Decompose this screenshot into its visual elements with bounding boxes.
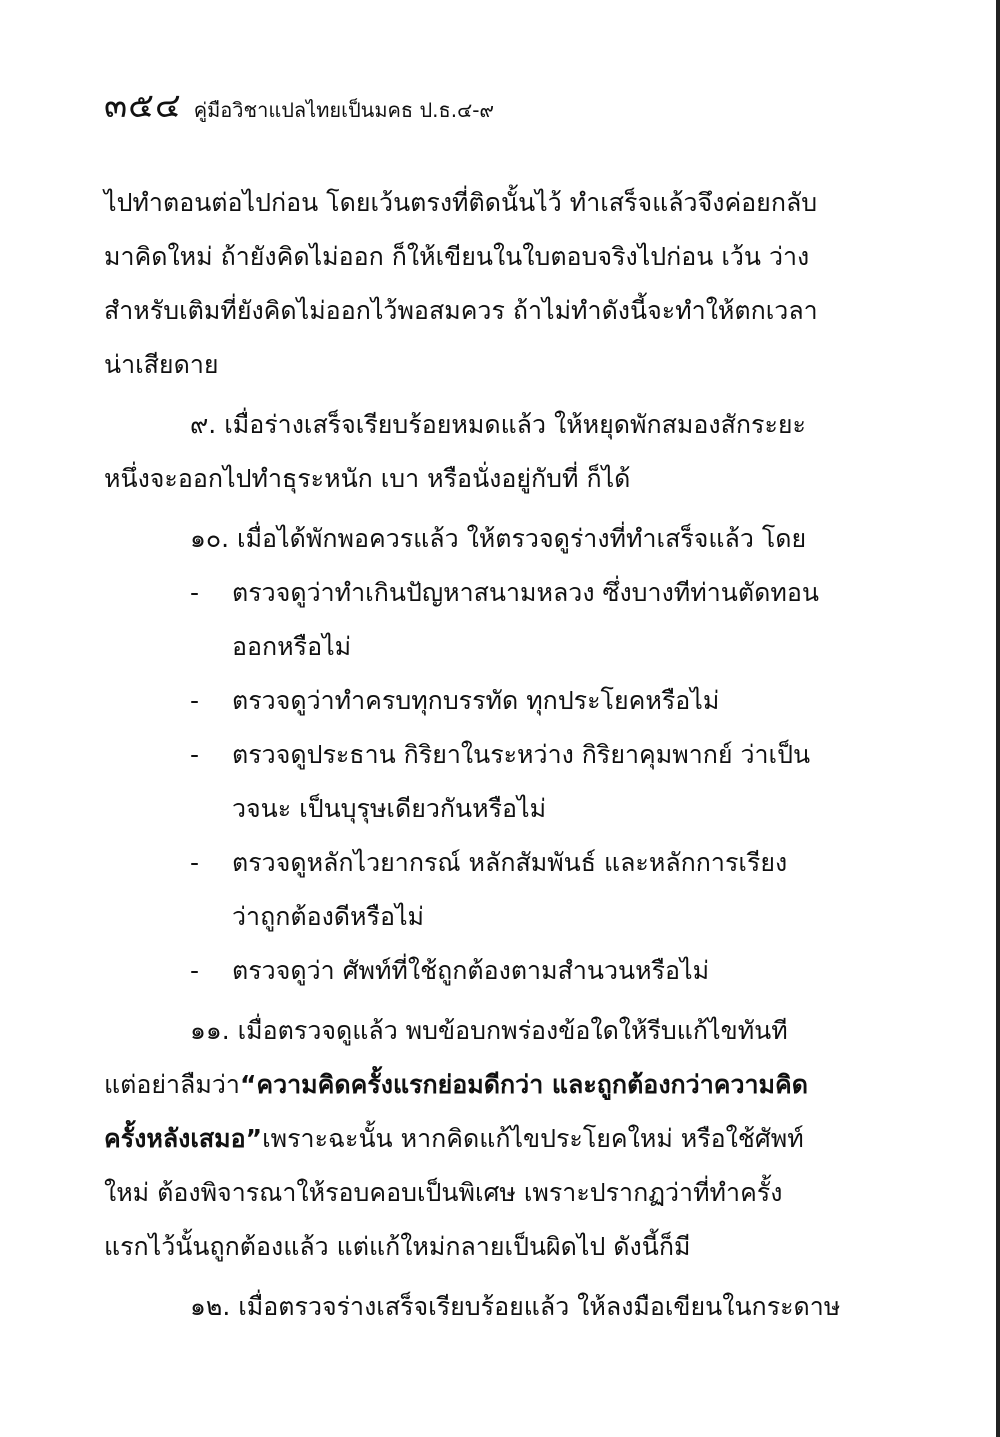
text-line: ใหม่ ต้องพิจารณาให้รอบคอบเป็นพิเศษ เพราะปรากฏว่าที่ทำครั้ง <box>104 1178 783 1207</box>
bullet-item <box>104 944 864 998</box>
text-line: หนึ่งจะออกไปทำธุระหนัก เบา หรือนั่งอยู่กับที่ ก็ได้ <box>104 464 631 493</box>
bullet-text: วจนะ เป็นบุรุษเดียวกันหรือไม่ <box>232 794 547 823</box>
text-line: แรกไว้นั้นถูกต้องแล้ว แต่แก้ใหม่กลายเป็นผิดไป ดังนี้ก็มี <box>104 1232 691 1261</box>
body-text <box>104 176 864 1334</box>
inline-text: แต่อย่าลืมว่า <box>104 1070 240 1099</box>
bullet-item <box>104 674 864 728</box>
bullet-item <box>104 728 864 836</box>
bullet-text: ว่าถูกต้องดีหรือไม่ <box>232 902 425 931</box>
bullet-text: ตรวจดูประธาน กิริยาในระหว่าง กิริยาคุมพากย์ ว่าเป็น <box>232 740 811 769</box>
text-line <box>104 1112 864 1166</box>
dash-bullet: - <box>190 686 200 715</box>
inline-text: เพราะฉะนั้น หากคิดแก้ไขประโยคใหม่ หรือใช้ศัพท์ <box>262 1124 804 1153</box>
text-line <box>104 1058 864 1112</box>
text-line: ๙. เมื่อร่างเสร็จเรียบร้อยหมดแล้ว ให้หยุดพักสมองสักระยะ <box>190 410 806 439</box>
text-line: ๑๑. เมื่อตรวจดูแล้ว พบข้อบกพร่องข้อใดให้รีบแก้ไขทันที <box>190 1016 788 1045</box>
dash-bullet: - <box>190 578 200 607</box>
bullet-text: ตรวจดูว่าทำเกินปัญหาสนามหลวง ซึ่งบางทีท่านตัดทอน <box>232 578 819 607</box>
bullet-text: ตรวจดูว่า ศัพท์ที่ใช้ถูกต้องตามสำนวนหรือไม่ <box>232 956 710 985</box>
page-header <box>104 78 494 132</box>
bullet-item <box>104 836 864 944</box>
running-title: คู่มือวิชาแปลไทยเป็นมคธ ป.ธ.๔-๙ <box>193 98 495 122</box>
item-10-intro: ๑๐. เมื่อได้พักพอควรแล้ว ให้ตรวจดูร่างที่ทำเสร็จแล้ว โดย <box>190 524 807 553</box>
dash-bullet: - <box>190 848 200 877</box>
dash-bullet: - <box>190 740 200 769</box>
item-11 <box>104 1004 864 1274</box>
dash-bullet: - <box>190 956 200 985</box>
bullet-text: ออกหรือไม่ <box>232 632 352 661</box>
item-12 <box>104 1280 864 1334</box>
text-line: มาคิดใหม่ ถ้ายังคิดไม่ออก ก็ให้เขียนในใบตอบจริงไปก่อน เว้น ว่าง <box>104 242 810 271</box>
emphasized-quote: “ความคิดครั้งแรกย่อมดีกว่า และถูกต้องกว่าความคิด <box>239 1070 808 1099</box>
paragraph-continuation <box>104 176 864 392</box>
text-line: น่าเสียดาย <box>104 350 219 379</box>
emphasized-quote: ครั้งหลังเสมอ” <box>104 1124 263 1153</box>
bullet-item <box>104 566 864 674</box>
bullet-text: ตรวจดูหลักไวยากรณ์ หลักสัมพันธ์ และหลักการเรียง <box>232 848 788 877</box>
text-line: สำหรับเติมที่ยังคิดไม่ออกไว้พอสมควร ถ้าไม่ทำดังนี้จะทำให้ตกเวลา <box>104 296 818 325</box>
text-line: ๑๒. เมื่อตรวจร่างเสร็จเรียบร้อยแล้ว ให้ลงมือเขียนในกระดาษ <box>190 1292 841 1321</box>
bullet-text: ตรวจดูว่าทำครบทุกบรรทัด ทุกประโยคหรือไม่ <box>232 686 720 715</box>
item-10 <box>104 512 864 998</box>
page-number: ๓๕๔ <box>104 86 182 126</box>
item-9 <box>104 398 864 506</box>
text-line: ไปทำตอนต่อไปก่อน โดยเว้นตรงที่ติดนั้นไว้ ทำเสร็จแล้วจึงค่อยกลับ <box>104 188 818 217</box>
